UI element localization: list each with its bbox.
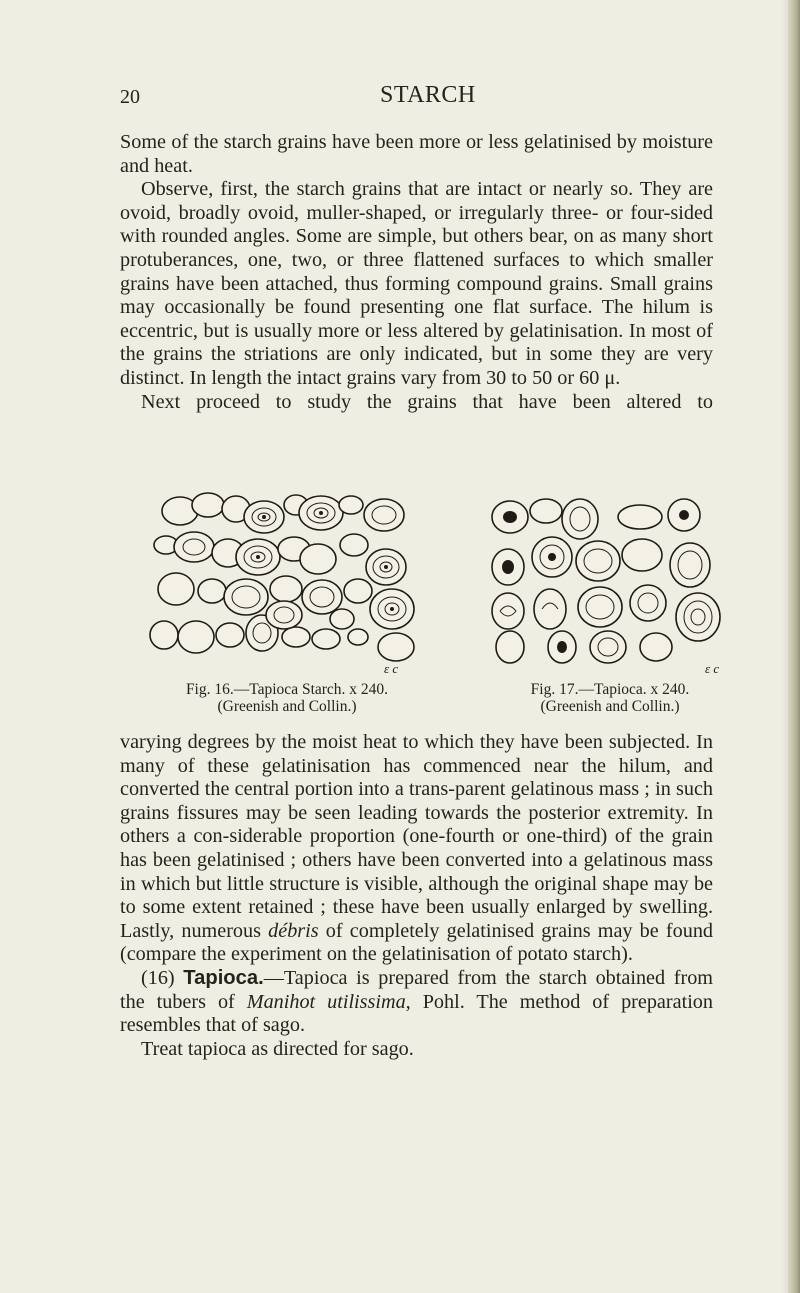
- paragraph: Next proceed to study the grains that have been altered to: [141, 390, 713, 413]
- page-header: [0, 82, 800, 112]
- figure-17-caption-line2: (Greenish and Collin.): [540, 698, 680, 715]
- paragraph-text: Pohl. The method of preparation resembles that of sago.: [120, 990, 713, 1037]
- paragraph-text: of completely gelatinised grains may be found (compare the experiment on the gelatinisation of potato starch).: [120, 919, 714, 966]
- body-text-top: [120, 131, 713, 414]
- page-edge: [788, 0, 800, 1293]
- paragraph: Some of the starch grains have been more or less gelatinised by moisture and heat.: [120, 131, 713, 177]
- section-number: (16): [141, 966, 184, 989]
- tapioca-starch-illustration: [146, 487, 428, 677]
- paragraph: [120, 731, 713, 967]
- figures-row: [118, 487, 718, 727]
- plate-mark: ε c: [384, 661, 399, 676]
- figure-17: [480, 487, 740, 715]
- debris-term: débris: [268, 919, 319, 942]
- paragraph-text: varying degrees by the moist heat to which they have been subjected. In many of these gelatinisation has commenced near the hilum, and converted the central portion into a trans-parent gelatinous mass ; in such grains fissures may be seen leading towards the posterior extremity. In others a con-siderable proportion (one-fourth or one-third) of the grain has been gelatinised ; others have been converted into a gelatinous mass in which but little structure is visible, although the original shape may be to some extent retained ; these have been usually enlarged by swelling. Lastly, numerous: [120, 731, 713, 942]
- figure-16: [146, 487, 428, 715]
- figure-16-caption-line1: Fig. 16.—Tapioca Starch. x 240.: [185, 681, 389, 698]
- body-text-bottom: [120, 731, 713, 1061]
- tapioca-gelatinised-illustration: [480, 487, 740, 677]
- running-title: STARCH: [380, 82, 476, 108]
- section-paragraph: [120, 967, 713, 1038]
- paragraph: Observe, first, the starch grains that are intact or nearly so. They are ovoid, broadly ovoid, muller-shaped, or irregularly three- or four-sided with rounded angles. Some are simple, but others bear, on as many short protuberances, one, two, or three flattened surfaces to which smaller grains have been attached, thus forming compound grains. Small grains may occasionally be found presenting one flat surface. The hilum is eccentric, but is usually more or less altered by gelatinisation. In most of the grains the striations are only indicated, but in some they are very distinct. In length the intact grains vary from 30 to 50 or 60 μ.: [120, 178, 713, 389]
- figure-16-caption-line2: (Greenish and Collin.): [217, 698, 357, 715]
- page-gutter-shadow: [780, 0, 788, 1293]
- species-name: Manihot utilissima,: [246, 990, 411, 1013]
- paragraph: Treat tapioca as directed for sago.: [141, 1037, 414, 1060]
- figure-17-caption-line1: Fig. 17.—Tapioca. x 240.: [530, 681, 690, 698]
- section-heading: Tapioca.: [183, 966, 264, 989]
- page-number: 20: [120, 86, 140, 108]
- paragraph-text: —Tapioca is prepared from the starch obtained from the tubers of: [120, 966, 714, 1013]
- plate-mark: ε c: [705, 661, 720, 676]
